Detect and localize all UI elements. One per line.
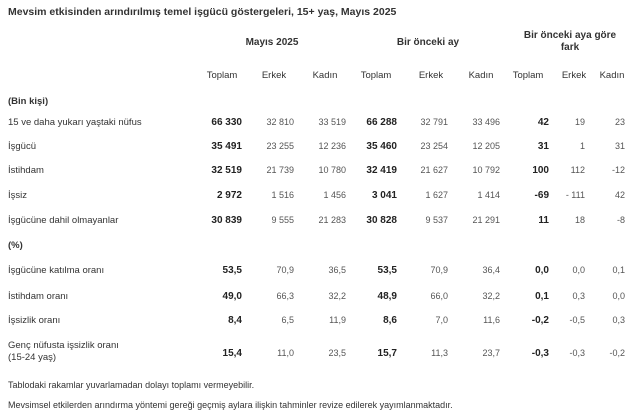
cell: 2 972 bbox=[216, 190, 242, 201]
row-label: İşgücüne katılma oranı bbox=[8, 265, 105, 276]
cell: 11,6 bbox=[483, 315, 500, 325]
table-row bbox=[0, 165, 640, 179]
row-label: İşsizlik oranı bbox=[8, 315, 61, 326]
row-label: 15 ve daha yukarı yaştaki nüfus bbox=[8, 117, 142, 128]
cell: 21 291 bbox=[472, 215, 500, 225]
cell: 23 bbox=[614, 117, 625, 127]
cell: 18 bbox=[574, 215, 585, 225]
row-label: İşsiz bbox=[8, 190, 27, 201]
cell: 36,5 bbox=[328, 265, 346, 275]
cell: 32 419 bbox=[366, 165, 397, 176]
cell: - 111 bbox=[565, 190, 585, 200]
cell: 1 bbox=[579, 141, 585, 151]
group-header-difference bbox=[505, 30, 635, 54]
row-label: İstihdam bbox=[8, 165, 44, 176]
cell: 1 456 bbox=[323, 190, 346, 200]
cell: 32,2 bbox=[482, 291, 500, 301]
cell: 31 bbox=[614, 141, 625, 151]
cell: 53,5 bbox=[222, 265, 242, 276]
cell: 1 516 bbox=[271, 190, 294, 200]
table-row bbox=[0, 348, 640, 362]
cell: 33 496 bbox=[472, 117, 500, 127]
col-toplam-3: Toplam bbox=[512, 70, 544, 81]
cell: 23 255 bbox=[266, 141, 294, 151]
cell: -0,2 bbox=[609, 348, 625, 358]
cell: 21 627 bbox=[420, 165, 448, 175]
cell: 35 491 bbox=[211, 141, 242, 152]
cell: 3 041 bbox=[371, 190, 397, 201]
cell: 23,7 bbox=[482, 348, 500, 358]
cell: 8,6 bbox=[383, 315, 397, 326]
cell: 0,3 bbox=[572, 291, 585, 301]
row-label: İşgücüne dahil olmayanlar bbox=[8, 215, 119, 226]
cell: 15,7 bbox=[377, 348, 397, 359]
cell: 11,0 bbox=[277, 348, 294, 358]
col-kadin-1: Kadın bbox=[312, 70, 338, 81]
cell: 21 739 bbox=[266, 165, 294, 175]
cell: -0,3 bbox=[531, 348, 549, 359]
cell: -0,3 bbox=[569, 348, 585, 358]
row-label: İşgücü bbox=[8, 141, 36, 152]
table-row bbox=[0, 315, 640, 329]
cell: 9 537 bbox=[425, 215, 448, 225]
cell: 33 519 bbox=[318, 117, 346, 127]
cell: 35 460 bbox=[366, 141, 397, 152]
cell: -12 bbox=[611, 165, 625, 175]
cell: 49,0 bbox=[222, 291, 242, 302]
section-label-thousands: (Bin kişi) bbox=[8, 96, 49, 107]
cell: 66 330 bbox=[211, 117, 242, 128]
group-header-difference-line1: Bir önceki aya göre bbox=[523, 30, 617, 41]
col-toplam-1: Toplam bbox=[206, 70, 238, 81]
section-label-percent: (%) bbox=[8, 240, 23, 251]
cell: 66,3 bbox=[276, 291, 294, 301]
col-erkek-1: Erkek bbox=[261, 70, 287, 81]
cell: 0,1 bbox=[612, 265, 625, 275]
cell: 66 288 bbox=[366, 117, 397, 128]
cell: 32 810 bbox=[266, 117, 294, 127]
cell: 15,4 bbox=[222, 348, 242, 359]
table-row bbox=[0, 141, 640, 155]
group-header-may-2025: Mayıs 2025 bbox=[245, 37, 299, 48]
cell: 7,0 bbox=[435, 315, 448, 325]
row-label-line1: Genç nüfusta işsizlik oranı bbox=[8, 340, 119, 351]
cell: 23 254 bbox=[420, 141, 448, 151]
cell: 23,5 bbox=[328, 348, 346, 358]
cell: 8,4 bbox=[228, 315, 242, 326]
footnote-revision: Mevsimsel etkilerden arındırma yöntemi gereği geçmiş aylara ilişkin tahminler revize edilerek yayımlanmaktadır. bbox=[8, 400, 453, 410]
cell: 66,0 bbox=[430, 291, 448, 301]
cell: 12 205 bbox=[472, 141, 500, 151]
cell: 10 792 bbox=[472, 165, 500, 175]
table-row bbox=[0, 215, 640, 229]
cell: 0,3 bbox=[612, 315, 625, 325]
cell: 21 283 bbox=[318, 215, 346, 225]
cell: 36,4 bbox=[482, 265, 500, 275]
group-header-difference-line2: fark bbox=[560, 42, 580, 53]
cell: 6,5 bbox=[281, 315, 294, 325]
cell: 12 236 bbox=[318, 141, 346, 151]
table-row bbox=[0, 117, 640, 131]
group-header-previous-month: Bir önceki ay bbox=[396, 37, 460, 48]
cell: 31 bbox=[537, 141, 549, 152]
col-kadin-3: Kadın bbox=[599, 70, 625, 81]
cell: 11,3 bbox=[431, 348, 448, 358]
cell: 48,9 bbox=[377, 291, 397, 302]
cell: 10 780 bbox=[318, 165, 346, 175]
cell: 42 bbox=[614, 190, 625, 200]
col-erkek-2: Erkek bbox=[418, 70, 444, 81]
cell: 1 627 bbox=[425, 190, 448, 200]
cell: 70,9 bbox=[276, 265, 294, 275]
col-kadin-2: Kadın bbox=[468, 70, 494, 81]
row-label: İstihdam oranı bbox=[8, 291, 69, 302]
cell: 70,9 bbox=[430, 265, 448, 275]
cell: 42 bbox=[537, 117, 549, 128]
cell: 11,9 bbox=[329, 315, 346, 325]
cell: 100 bbox=[532, 165, 549, 176]
cell: 112 bbox=[570, 165, 585, 175]
table-row bbox=[0, 190, 640, 204]
col-toplam-2: Toplam bbox=[360, 70, 392, 81]
cell: -0,2 bbox=[531, 315, 549, 326]
cell: 30 839 bbox=[211, 215, 242, 226]
cell: 11 bbox=[538, 215, 549, 226]
cell: 32,2 bbox=[328, 291, 346, 301]
footnote-rounding: Tablodaki rakamlar yuvarlamadan dolayı toplamı vermeyebilir. bbox=[8, 380, 255, 390]
cell: 32 791 bbox=[420, 117, 448, 127]
cell: 30 828 bbox=[366, 215, 397, 226]
table-title: Mevsim etkisinden arındırılmış temel işgücü göstergeleri, 15+ yaş, Mayıs 2025 bbox=[8, 6, 397, 18]
table-row bbox=[0, 265, 640, 279]
col-erkek-3: Erkek bbox=[561, 70, 587, 81]
cell: 9 555 bbox=[271, 215, 294, 225]
cell: -69 bbox=[534, 190, 549, 201]
cell: -8 bbox=[616, 215, 625, 225]
cell: 32 519 bbox=[211, 165, 242, 176]
cell: 0,0 bbox=[612, 291, 625, 301]
table-row bbox=[0, 291, 640, 305]
cell: 1 414 bbox=[477, 190, 500, 200]
cell: 19 bbox=[574, 117, 585, 127]
row-label-line2: (15-24 yaş) bbox=[8, 352, 57, 363]
cell: -0,5 bbox=[569, 315, 585, 325]
cell: 53,5 bbox=[377, 265, 397, 276]
cell: 0,0 bbox=[535, 265, 549, 276]
cell: 0,0 bbox=[572, 265, 585, 275]
cell: 0,1 bbox=[535, 291, 549, 302]
